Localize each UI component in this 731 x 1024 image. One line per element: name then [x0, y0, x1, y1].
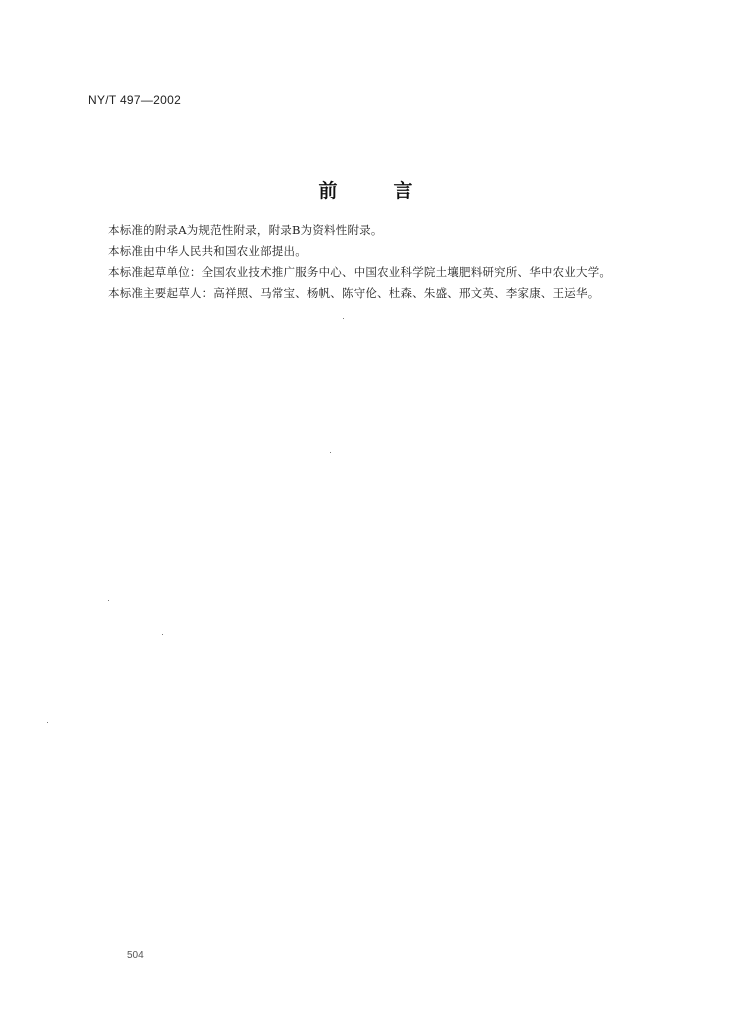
paragraph-drafters: 本标准主要起草人：高祥照、马常宝、杨帆、陈守伦、杜森、朱盛、邢文英、李家康、王运华。 — [108, 286, 600, 300]
scan-speck — [108, 600, 109, 601]
paragraph-drafting-units: 本标准起草单位：全国农业技术推广服务中心、中国农业科学院土壤肥料研究所、华中农业大学。 — [108, 265, 612, 279]
foreword-body — [108, 220, 708, 304]
paragraph-proposer: 本标准由中华人民共和国农业部提出。 — [108, 244, 307, 258]
scan-speck — [330, 452, 331, 453]
scan-speck — [162, 634, 163, 635]
standard-code: NY/T 497—2002 — [88, 93, 182, 107]
paragraph-appendix: 本标准的附录A为规范性附录，附录B为资料性附录。 — [108, 223, 383, 237]
page-title: 前言 — [318, 180, 469, 202]
page-number: 504 — [127, 950, 144, 961]
scan-speck — [343, 318, 344, 319]
scan-speck — [47, 722, 48, 723]
